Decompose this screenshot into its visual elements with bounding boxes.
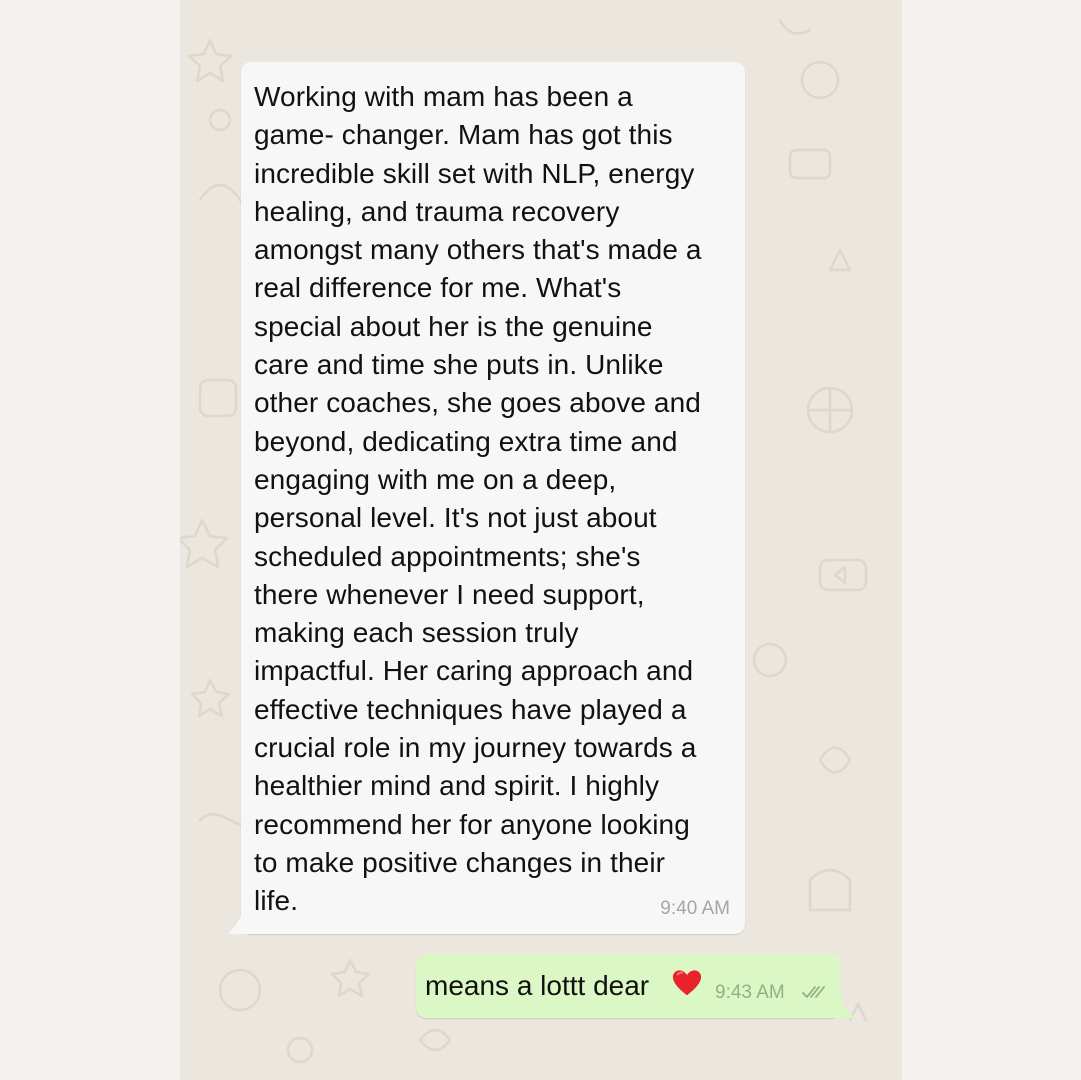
incoming-message-text: Working with mam has been a game- changer. Mam has got this incredible skill set with NLP, energy healing, and trauma recovery amongst many others that's made a real difference for me. What's special about her is the genuine care and time she puts in. Unlike other coaches, she goes above and beyond, dedicating extra time and engaging with me on a deep, personal level. It's not just about scheduled appointments; she's there whenever I need support, making each session truly impactful. Her caring approach and effective techniques have played a crucial role in my journey towards a healthier mind and spirit. I highly recommend her for anyone looking to make positive changes in their life. [254, 81, 702, 917]
outgoing-message-time: 9:43 AM [715, 982, 785, 1003]
double-check-icon [802, 984, 828, 1000]
incoming-message-time: 9:40 AM [660, 898, 730, 919]
red-heart-icon [672, 968, 702, 998]
outgoing-message-text: means a lottt dear [425, 970, 650, 1001]
incoming-message-bubble[interactable] [241, 62, 745, 934]
bubble-tail [228, 912, 248, 934]
outgoing-message-bubble[interactable] [416, 954, 841, 1018]
bubble-tail [834, 996, 854, 1018]
